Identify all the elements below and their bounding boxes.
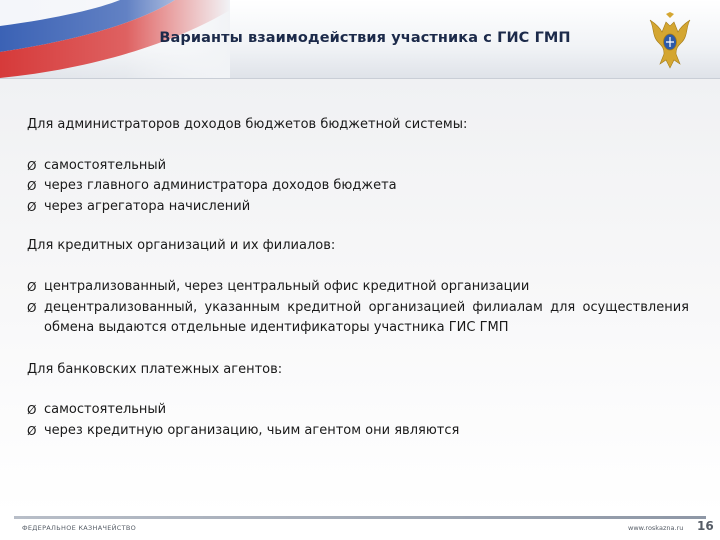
list-item-text: через кредитную организацию, чьим агентом они являются xyxy=(44,423,460,438)
list-item xyxy=(27,421,689,441)
list-item xyxy=(27,400,689,420)
double-headed-eagle-emblem-icon xyxy=(644,12,696,70)
footer-organization: ФЕДЕРАЛЬНОЕ КАЗНАЧЕЙСТВО xyxy=(22,524,137,532)
arrow-bullet-icon: Ø xyxy=(27,200,37,214)
list-item xyxy=(27,156,689,176)
page-title: Варианты взаимодействия участника с ГИС ГМП xyxy=(159,30,571,46)
list-item xyxy=(27,197,689,217)
slide-content xyxy=(0,79,720,515)
list-item-text: через агрегатора начислений xyxy=(44,199,251,214)
footer-website-link[interactable]: www.roskazna.ru xyxy=(628,524,684,532)
slide-header xyxy=(0,0,720,79)
arrow-bullet-icon: Ø xyxy=(27,403,37,417)
arrow-bullet-icon: Ø xyxy=(27,424,37,438)
list-item xyxy=(27,277,689,297)
list-item xyxy=(27,176,689,196)
arrow-bullet-icon: Ø xyxy=(27,159,37,173)
footer-divider xyxy=(14,516,706,519)
section-heading-administrators: Для администраторов доходов бюджетов бюджетной системы: xyxy=(27,117,468,132)
arrow-bullet-icon: Ø xyxy=(27,301,37,315)
section-heading-credit-organizations: Для кредитных организаций и их филиалов: xyxy=(27,238,336,253)
list-item xyxy=(27,298,689,338)
arrow-bullet-icon: Ø xyxy=(27,179,37,193)
list-item-text: через главного администратора доходов бюджета xyxy=(44,178,397,193)
list-item-text: самостоятельный xyxy=(44,158,167,173)
page-number: 16 xyxy=(697,519,714,533)
list-item-text: децентрализованный, указанным кредитной организацией филиалам для осуществления обмена выдаются отдельные идентификаторы участника ГИС ГМП xyxy=(44,300,689,335)
list-item-text: централизованный, через центральный офис кредитной организации xyxy=(44,279,530,294)
section-heading-payment-agents: Для банковских платежных агентов: xyxy=(27,362,283,377)
list-item-text: самостоятельный xyxy=(44,402,167,417)
arrow-bullet-icon: Ø xyxy=(27,280,37,294)
